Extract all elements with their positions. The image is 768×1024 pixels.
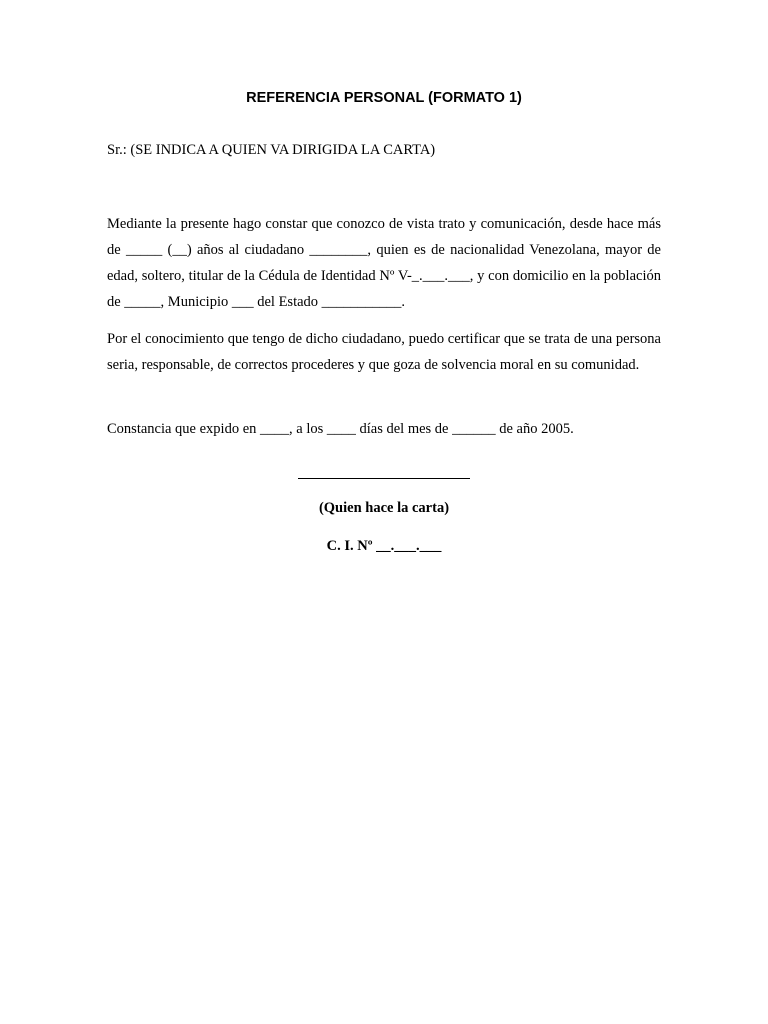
document-title: REFERENCIA PERSONAL (FORMATO 1): [246, 90, 522, 106]
salutation: Sr.: (SE INDICA A QUIEN VA DIRIGIDA LA CARTA): [107, 142, 436, 158]
body-paragraph-3: Constancia que expido en ____, a los ____ días del mes de ______ de año 2005.: [107, 421, 574, 437]
body-paragraph-1: Mediante la presente hago constar que conozco de vista trato y comunicación, desde hace más de _____ (__) años al ciudadano ________, quien es de nacionalidad Venezolana, mayor de edad, soltero, titular de la Cédula de Identidad Nº V-_.___.___, y con domicilio en la población de _____, Municipio ___ del Estado ___________.: [107, 216, 661, 310]
signer-id-number: C. I. Nº __.___.___: [326, 538, 442, 554]
body-paragraph-2: Por el conocimiento que tengo de dicho ciudadano, puedo certificar que se trata de una persona seria, responsable, de correctos procederes y que goza de solvencia moral en su comunidad.: [107, 331, 661, 373]
signature-line: [298, 478, 470, 479]
signer-name: (Quien hace la carta): [318, 500, 450, 516]
